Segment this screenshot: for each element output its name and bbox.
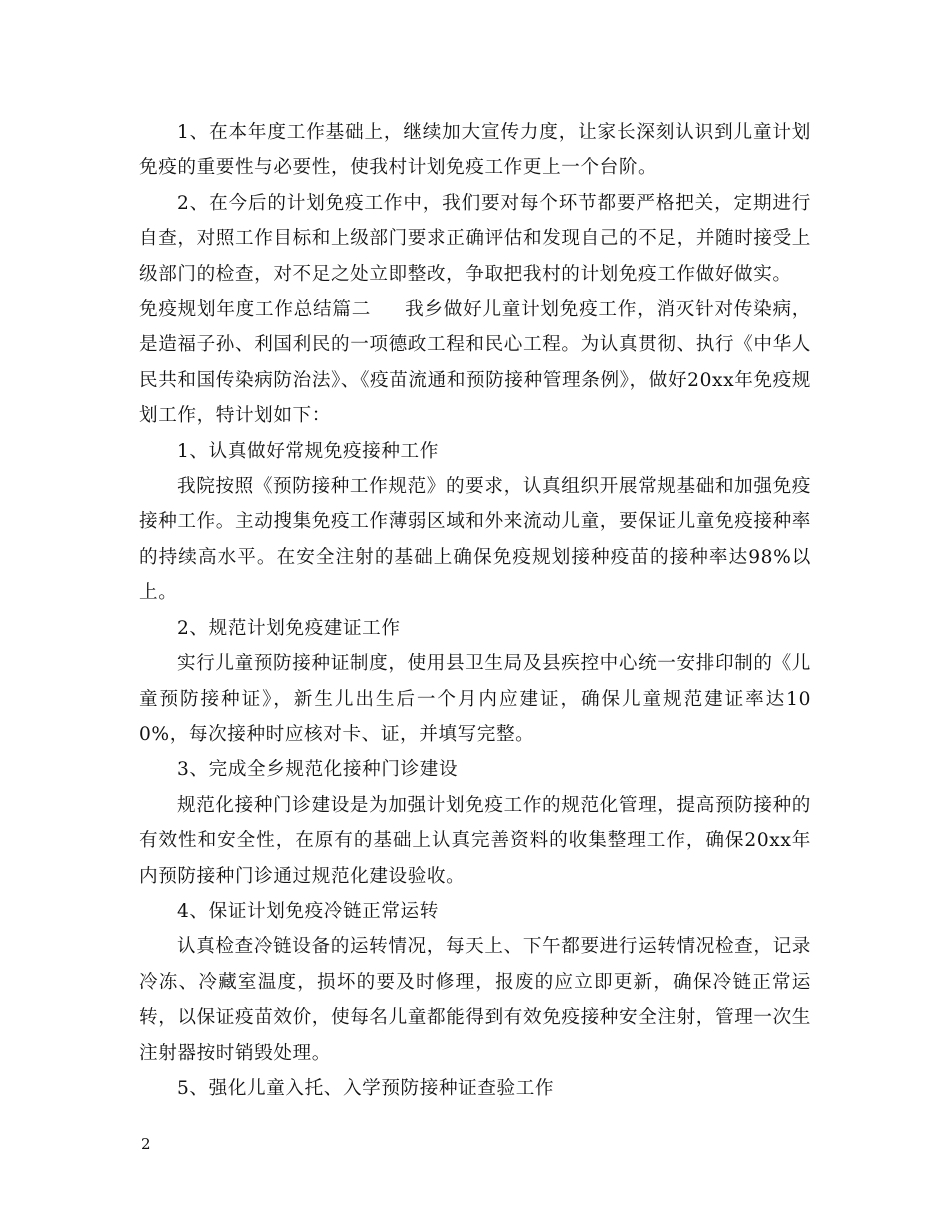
- paragraph-3: [139, 292, 811, 434]
- paragraph-8: 3、完成全乡规范化接种门诊建设: [177, 759, 459, 781]
- document-body: [139, 115, 811, 1106]
- paragraph-12: 5、强化儿童入托、入学预防接种证查验工作: [177, 1077, 555, 1099]
- paragraph-7: 实行儿童预防接种证制度，使用县卫生局及县疾控中心统一安排印制的《儿童预防接种证》，新生儿出生后一个月内应建证，确保儿童规范建证率达100%，每次接种时应核对卡、证，并填写完整。: [139, 653, 811, 745]
- paragraph-1: 1、在本年度工作基础上，继续加大宣传力度，让家长深刻认识到儿童计划免疫的重要性与必要性，使我村计划免疫工作更上一个台阶。: [139, 122, 811, 179]
- paragraph-5: 我院按照《预防接种工作规范》的要求，认真组织开展常规基础和加强免疫接种工作。主动搜集免疫工作薄弱区域和外来流动儿童，要保证儿童免疫接种率的持续高水平。在安全注射的基础上确保免疫规划接种疫苗的接种率达98%以上。: [139, 476, 811, 604]
- paragraph-6: 2、规范计划免疫建证工作: [177, 617, 401, 639]
- paragraph-11: 认真检查冷链设备的运转情况，每天上、下午都要进行运转情况检查，记录冷冻、冷藏室温度，损坏的要及时修理，报废的应立即更新，确保冷链正常运转，以保证疫苗效价，使每名儿童都能得到有效免疫接种安全注射，管理一次生注射器按时销毁处理。: [139, 936, 811, 1064]
- paragraph-2: 2、在今后的计划免疫工作中，我们要对每个环节都要严格把关，定期进行自查，对照工作目标和上级部门要求正确评估和发现自己的不足，并随时接受上级部门的检查，对不足之处立即整改，争取把我村的计划免疫工作做好做实。: [139, 192, 811, 285]
- page-number: 2: [141, 1135, 151, 1153]
- paragraph-9: 规范化接种门诊建设是为加强计划免疫工作的规范化管理，提高预防接种的有效性和安全性，在原有的基础上认真完善资料的收集整理工作，确保20xx年内预防接种门诊通过规范化建设验收。: [139, 794, 811, 887]
- section-heading: 免疫规划年度工作总结篇二: [139, 299, 372, 321]
- paragraph-4: 1、认真做好常规免疫接种工作: [177, 440, 439, 462]
- section-intro-text: 我乡做好儿童计划免疫工作，消灭针对传染病，是造福子孙、利国利民的一项德政工程和民心工程。为认真贯彻、执行《中华人民共和国传染病防治法》、《疫苗流通和预防接种管理条例》，做好20xx年免疫规划工作，特计划如下：: [139, 299, 812, 427]
- paragraph-10: 4、保证计划免疫冷链正常运转: [177, 900, 439, 922]
